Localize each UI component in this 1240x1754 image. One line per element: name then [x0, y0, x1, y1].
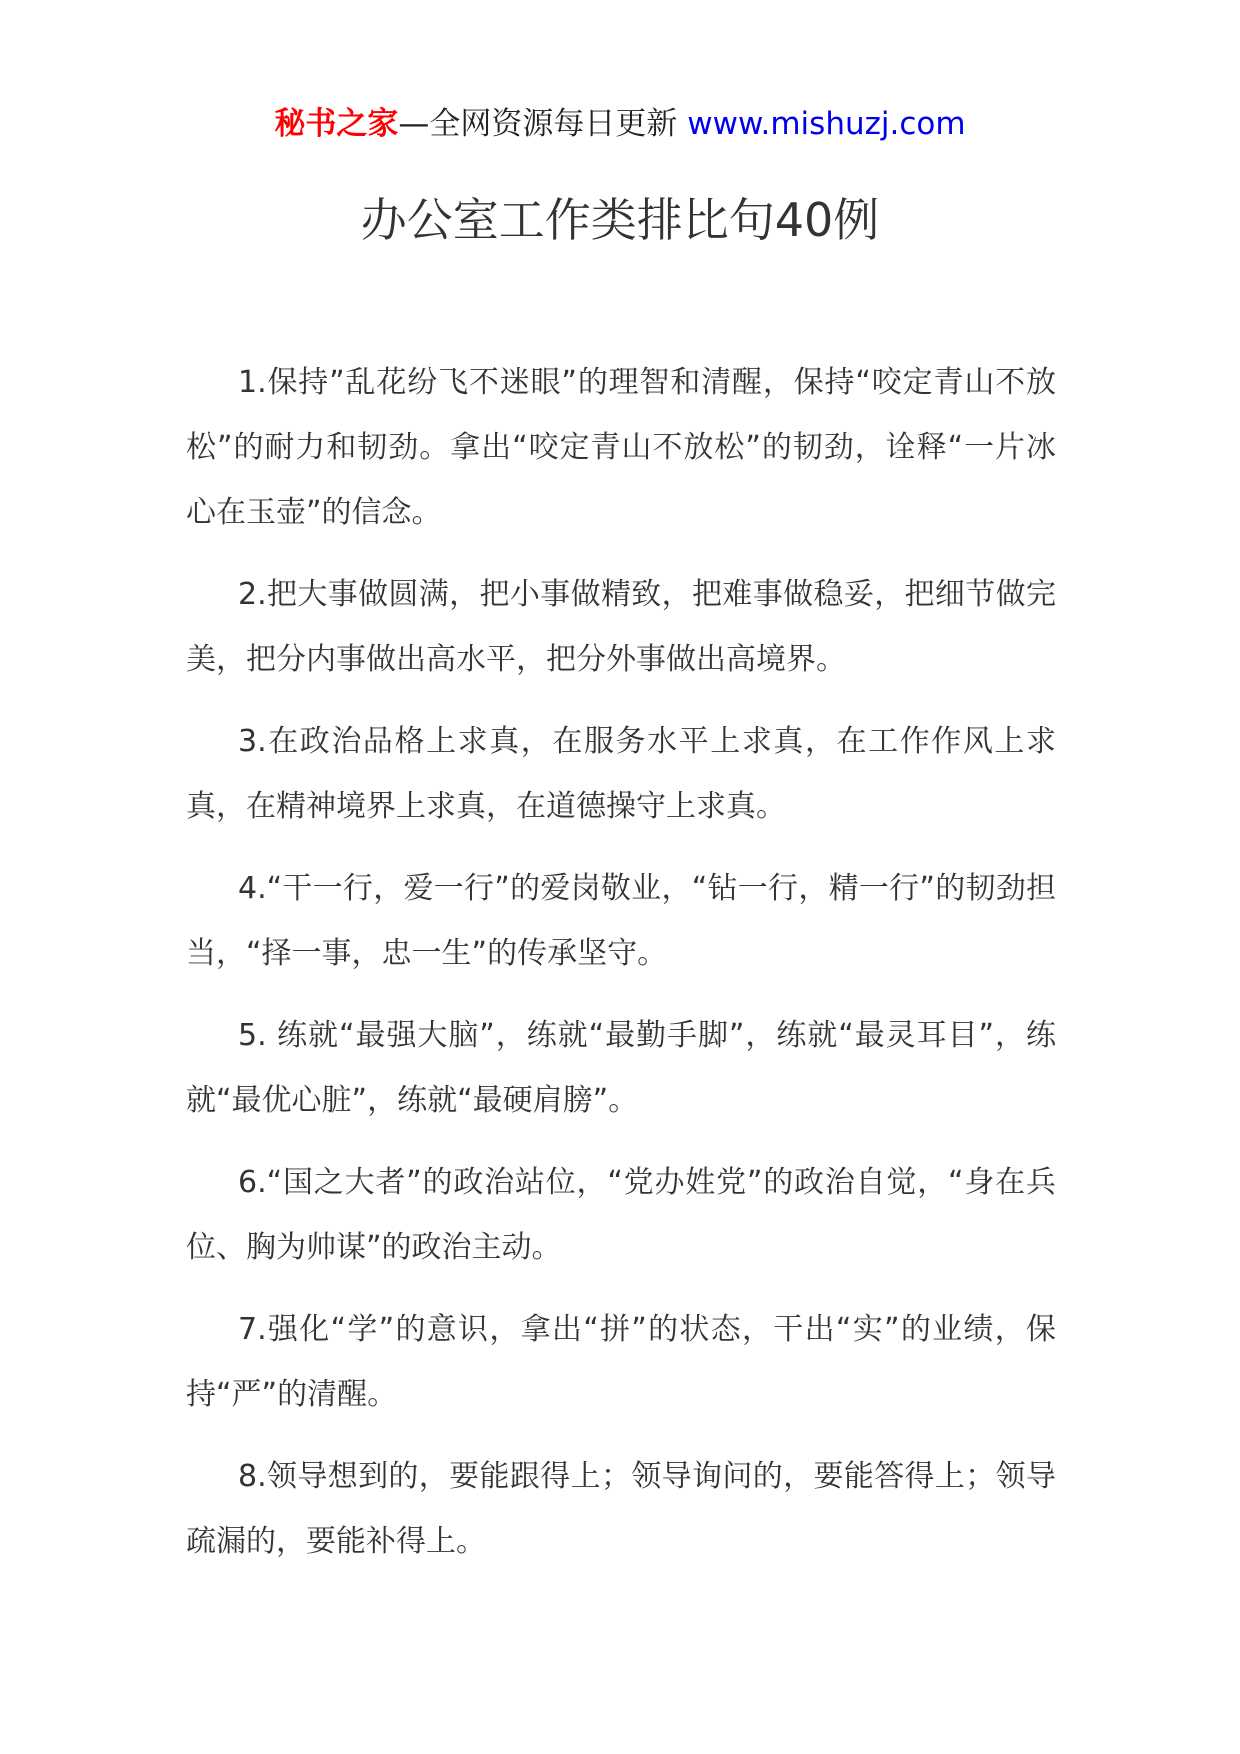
paragraph-7: 7.强化“学”的意识，拿出“拼”的状态，干出“实”的业绩，保持“严”的清醒。 — [186, 1312, 1056, 1412]
document-title: 办公室工作类排比句40例 — [360, 193, 880, 247]
paragraph-2: 2.把大事做圆满，把小事做精致，把难事做稳妥，把细节做完美，把分内事做出高水平，把分外事做出高境界。 — [186, 577, 1056, 677]
paragraph-4: 4.“干一行，爱一行”的爱岗敬业，“钻一行，精一行”的韧劲担当，“择一事，忠一生”的传承坚守。 — [186, 871, 1056, 971]
document-body — [186, 350, 1056, 1591]
site-url-link[interactable]: www.mishuzj.com — [687, 106, 966, 142]
header-tagline: —全网资源每日更新 — [398, 106, 678, 142]
brand-name: 秘书之家 — [274, 106, 399, 142]
paragraph-8: 8.领导想到的，要能跟得上；领导询问的，要能答得上；领导疏漏的，要能补得上。 — [186, 1459, 1056, 1559]
paragraph-6: 6.“国之大者”的政治站位，“党办姓党”的政治自觉，“身在兵位、胸为帅谋”的政治主动。 — [186, 1165, 1056, 1265]
paragraph-3: 3.在政治品格上求真，在服务水平上求真，在工作作风上求真，在精神境界上求真，在道德操守上求真。 — [186, 724, 1056, 824]
site-header — [0, 104, 1240, 144]
paragraph-1: 1.保持”乱花纷飞不迷眼”的理智和清醒，保持“咬定青山不放松”的耐力和韧劲。拿出“咬定青山不放松”的韧劲，诠释“一片冰心在玉壶”的信念。 — [186, 365, 1056, 530]
paragraph-5: 5. 练就“最强大脑”，练就“最勤手脚”，练就“最灵耳目”，练就“最优心脏”，练就“最硬肩膀”。 — [186, 1018, 1056, 1118]
